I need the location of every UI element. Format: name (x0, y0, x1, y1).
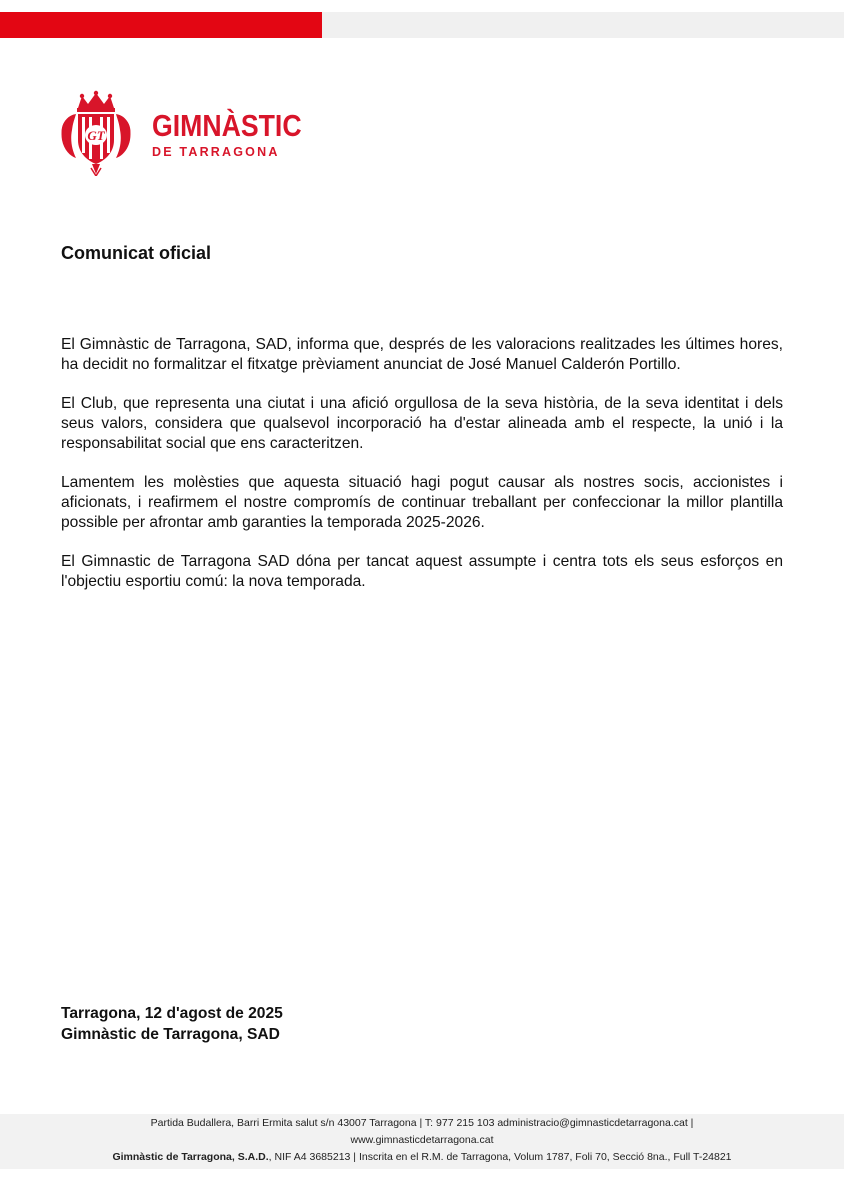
logo-wordmark (152, 110, 326, 159)
footer-website: www.gimnasticdetarragona.cat (350, 1134, 494, 1146)
logo-brand-subtitle: DE TARRAGONA (152, 145, 280, 159)
paragraph: El Gimnàstic de Tarragona, SAD, informa que, després de les valoracions realitzades les últimes hores, ha decidit no formalitzar el fitxatge prèviament anunciat de José Manuel Calderón Portillo. (61, 336, 783, 373)
club-logo (58, 90, 308, 178)
page-footer (0, 1114, 844, 1169)
svg-text:GT: GT (87, 128, 105, 143)
top-bar-accent (0, 12, 322, 38)
footer-company-name: Gimnàstic de Tarragona, S.A.D. (112, 1151, 269, 1163)
paragraph: El Gimnastic de Tarragona SAD dóna per tancat aquest assumpte i centra tots els seus esforços en l'objectiu esportiu comú: la nova temporada. (61, 553, 783, 590)
signature-block (61, 1003, 283, 1045)
signature-entity: Gimnàstic de Tarragona, SAD (61, 1026, 280, 1043)
footer-registry: , NIF A4 3685213 | Inscrita en el R.M. de Tarragona, Volum 1787, Foli 70, Secció 8na., Full T-24821 (268, 1151, 732, 1163)
signature-date: Tarragona, 12 d'agost de 2025 (61, 1005, 283, 1022)
paragraph: El Club, que representa una ciutat i una afició orgullosa de la seva història, de la seva identitat i dels seus valors, considera que qualsevol incorporació ha d'estar alineada amb el respecte, la unió i la responsabilitat social que ens caracteritzen. (61, 395, 783, 452)
club-crest-icon (58, 90, 134, 176)
document-body (61, 335, 783, 611)
document-title: Comunicat oficial (61, 243, 212, 263)
logo-brand-name: GIMNÀSTIC (152, 108, 302, 143)
footer-address: Partida Budallera, Barri Ermita salut s/n 43007 Tarragona | T: 977 215 103 administracio@gimnasticdetarragona.cat | (150, 1117, 694, 1129)
paragraph: Lamentem les molèsties que aquesta situació hagi pogut causar als nostres socis, accionistes i aficionats, i reafirmem el nostre compromís de continuar treballant per confeccionar la millor plantilla possible per afrontar amb garanties la temporada 2025-2026. (61, 474, 783, 531)
footer-registry-line (0, 1149, 844, 1166)
top-bar (0, 12, 844, 38)
